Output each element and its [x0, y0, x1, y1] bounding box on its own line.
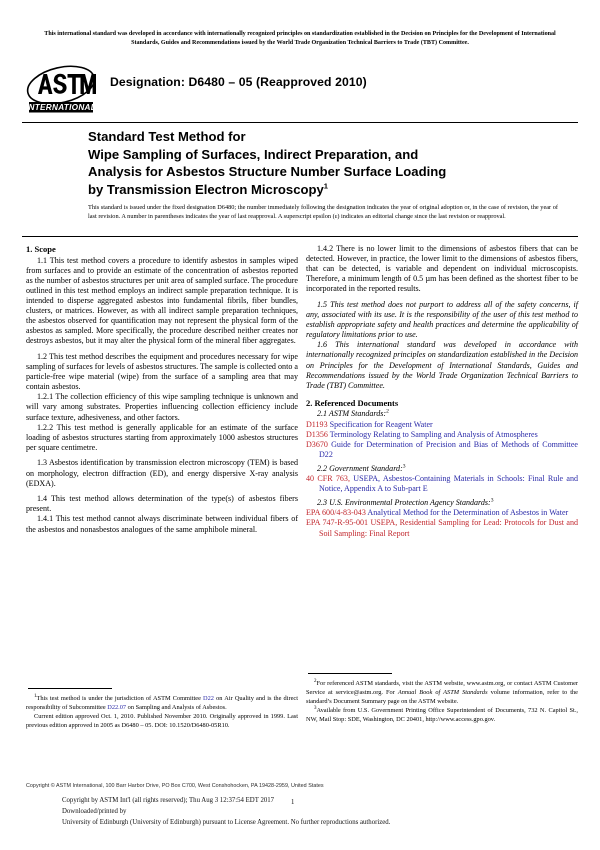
reference-link-d3670[interactable]: [306, 440, 578, 460]
footnote-2-marker: 2: [314, 678, 317, 684]
paragraph-1-2-2: 1.2.2 This test method is generally applicable for an estimate of the surface loading of asbestos structures starting from approximately 1000 asbestos structures per square centimetre.: [26, 422, 298, 452]
footnote-2-part2: volume information, refer to the standard’s Document Summary page on the ASTM website.: [306, 689, 578, 705]
title-footnote-marker: 1: [323, 181, 328, 191]
paragraph-1-4-1: 1.4.1 This test method cannot always discriminate between individual fibers of the asbestos and nonasbestos analogues of the same amphibole mineral.: [26, 514, 298, 534]
tbt-notice: This international standard was developed in accordance with internationally recognized principles on standardization established in the Decision on Principles for the Development of International Standards, Guides and Recommendations issued by the World Trade Organization Technical Barriers to Trade (TBT) Committee.: [44, 31, 556, 46]
footnotes-left: [26, 694, 298, 730]
subsection-2-1-label: [306, 409, 578, 419]
license-line-3: University of Edinburgh (University of Edinburgh) pursuant to License Agreement. No further reproductions authorized.: [62, 819, 391, 826]
paragraph-1-2: 1.2 This test method describes the equipment and procedures necessary for wipe sampling of surfaces for levels of asbestos structures. The sample is collected onto a particle-free wipe material (wipe) from the surface of a sampling area that may contain asbestos.: [26, 352, 298, 392]
masthead-divider-bottom: [22, 236, 578, 237]
section-heading-referenced-documents: 2. Referenced Documents: [306, 397, 399, 408]
subsection-2-2-text: 2.2 Government Standard:: [317, 463, 403, 473]
reference-title: Terminology Relating to Sampling and Analysis of Atmospheres: [329, 429, 538, 439]
subsection-2-3-marker: 3: [490, 497, 494, 504]
reference-link-d1193[interactable]: [306, 420, 578, 430]
footnote-divider-left: [28, 688, 112, 689]
designation-label: Designation: D6480 – 05 (Reapproved 2010): [110, 75, 367, 89]
section-heading-scope: 1. Scope: [26, 244, 56, 254]
footnote-1-marker: 1: [34, 693, 37, 699]
svg-text:INTERNATIONAL: INTERNATIONAL: [25, 103, 97, 113]
footnote-1-part1: This test method is under the jurisdiction of ASTM Committee: [36, 695, 204, 702]
footnote-2-part1: For referenced ASTM standards, visit the ASTM website, www.astm.org, or contact ASTM Customer Service at service@astm.org. For: [306, 680, 578, 696]
footnote-1-part2: on Air Quality and is the direct responsibility of Subcommittee: [26, 695, 298, 711]
footnote-2: [306, 679, 578, 706]
reference-title: Analytical Method for the Determination of Asbestos in Water: [367, 508, 569, 518]
reference-title: USEPA, Residential Sampling for Lead: Protocols for Dust and Soil Sampling: Final Report: [319, 518, 579, 538]
title-line-4: [88, 181, 558, 199]
reference-link-40-cfr-763[interactable]: [306, 474, 578, 494]
column-right: [306, 244, 578, 539]
subsection-2-2-label: [306, 464, 578, 474]
paragraph-1-4: 1.4 This test method allows determination of the type(s) of asbestos fibers present.: [26, 494, 298, 514]
paragraph-1-3: 1.3 Asbestos identification by transmission electron microscopy (TEM) is based on morphology, electron diffraction (ED), and energy dispersive X-ray analysis (EDXA).: [26, 458, 298, 488]
column-left: [26, 244, 298, 535]
subsection-2-2-marker: 3: [402, 463, 406, 470]
reference-number: EPA 600/4-83-043: [306, 508, 366, 518]
paragraph-1-5: 1.5 This test method does not purport to address all of the safety concerns, if any, associated with its use. It is the responsibility of the user of this test method to establish appropriate safety and health practices and determine the applicability of regulatory limitations prior to use.: [306, 299, 578, 340]
footnote-divider-right: [308, 673, 392, 674]
footnote-edition-info: Current edition approved Oct. 1, 2010. Published November 2010. Originally approved in 1999. Last previous edition approved in 2005 as D6480 – 05. DOI: 10.1520/D6480-05R10.: [26, 713, 298, 729]
title-line-4-text: by Transmission Electron Microscopy: [88, 181, 324, 197]
page-title: [88, 128, 558, 198]
reference-number: D1356: [306, 429, 328, 439]
page-number: 1: [291, 799, 295, 806]
footnote-3: [306, 706, 578, 724]
issue-note: This standard is issued under the fixed designation D6480; the number immediately following the designation indicates the year of original adoption or, in the case of revision, the year of last revision. A number in parentheses indicates the year of last reapproval. A superscript epsilon (ε) indicates an editorial change since the last revision or reapproval.: [88, 204, 558, 221]
footnote-link-d22[interactable]: D22: [203, 695, 214, 702]
reference-number: D1193: [306, 419, 328, 429]
footnote-3-text: Available from U.S. Government Printing Office Superintendent of Documents, 732 N. Capitol St., NW, Mail Stop: SDE, Washington, DC 20401, http://www.access.gpo.gov.: [306, 707, 578, 723]
copyright-notice: Copyright © ASTM International, 100 Barr Harbor Drive, PO Box C700, West Conshohocken, PA 19428-2959, United States: [26, 783, 324, 789]
footnote-1: [26, 694, 298, 712]
reference-title: USEPA, Asbestos-Containing Materials in Schools: Final Rule and Notice, Appendix A to Sub-part E: [319, 474, 578, 494]
reference-link-d1356[interactable]: [306, 430, 578, 440]
license-line-1: Copyright by ASTM Int'l (all rights reserved); Thu Aug 3 12:37:54 EDT 2017: [62, 797, 275, 804]
reference-link-epa-600-4-83-043[interactable]: [306, 508, 578, 518]
title-line-3: Analysis for Asbestos Structure Number Surface Loading: [88, 164, 447, 180]
footnote-1-part3: on Sampling and Analysis of Asbestos.: [126, 704, 227, 711]
reference-link-epa-747-r-95-001[interactable]: [306, 518, 578, 538]
license-line-2: Downloaded/printed by: [62, 808, 127, 815]
footnote-3-marker: 3: [314, 705, 317, 711]
title-line-2: Wipe Sampling of Surfaces, Indirect Preparation, and: [88, 146, 419, 162]
title-line-1: Standard Test Method for: [88, 129, 246, 144]
reference-title: Guide for Determination of Precision and Bias of Methods of Committee D22: [319, 439, 578, 459]
masthead-divider-top: [22, 122, 578, 123]
paragraph-1-2-1: 1.2.1 The collection efficiency of this wipe sampling technique is unknown and will vary among substrates. Properties influencing collection efficiency include surface texture, adhesiveness, and other factors.: [26, 392, 298, 422]
footnote-2-italic: Annual Book of ASTM Standards: [397, 689, 488, 696]
footnotes-right: [306, 679, 578, 724]
reference-title: Specification for Reagent Water: [329, 419, 433, 429]
subsection-2-1-marker: 2: [386, 408, 389, 415]
astm-logo-icon: [22, 62, 100, 118]
masthead: [22, 62, 578, 120]
reference-number: 40 CFR 763,: [306, 474, 350, 484]
reference-number: EPA 747-R-95-001: [306, 518, 369, 528]
subsection-2-1-text: 2.1 ASTM Standards:: [317, 409, 387, 419]
paragraph-1-6: 1.6 This international standard was developed in accordance with internationally recognized principles on standardization established in the Decision on Principles for the Development of International Standards, Guides and Recommendations issued by the World Trade Organization Technical Barriers to Trade (TBT) Committee.: [306, 340, 578, 390]
subsection-2-3-label: [306, 498, 578, 508]
paragraph-1-1: 1.1 This test method covers a procedure to identify asbestos in samples wiped from surfaces and to provide an estimate of the concentration of asbestos reported as the number of asbestos structures per unit area of sampled surface. The procedure outlined in this test method employs an indirect sample preparation technique. It is intended to disperse aggregated asbestos into fundamental fibrils, fiber bundles, clusters, or matrices. However, as with all indirect sample preparation techniques, the asbestos observed for quantification may not represent the physical form of the asbestos as sampled. More specifically, the procedure described neither creates nor destroys asbestos, but it may alter the physical form of the mineral fiber aggregates.: [26, 255, 298, 346]
subsection-2-3-text: 2.3 U.S. Environmental Protection Agency Standards:: [317, 498, 491, 508]
paragraph-1-4-2: 1.4.2 There is no lower limit to the dimensions of asbestos fibers that can be detected. However, in practice, the lower limit to the dimensions of asbestos fibers, that can be detected, is variable and dependent on individual microscopists. Therefore, a minimum length of 0.5 µm has been defined as the shortest fiber to be incorporated in the reported results.: [306, 244, 578, 294]
footnote-link-d22-07[interactable]: D22.07: [107, 704, 127, 711]
reference-number: D3670: [306, 439, 328, 449]
license-block: [62, 795, 532, 828]
